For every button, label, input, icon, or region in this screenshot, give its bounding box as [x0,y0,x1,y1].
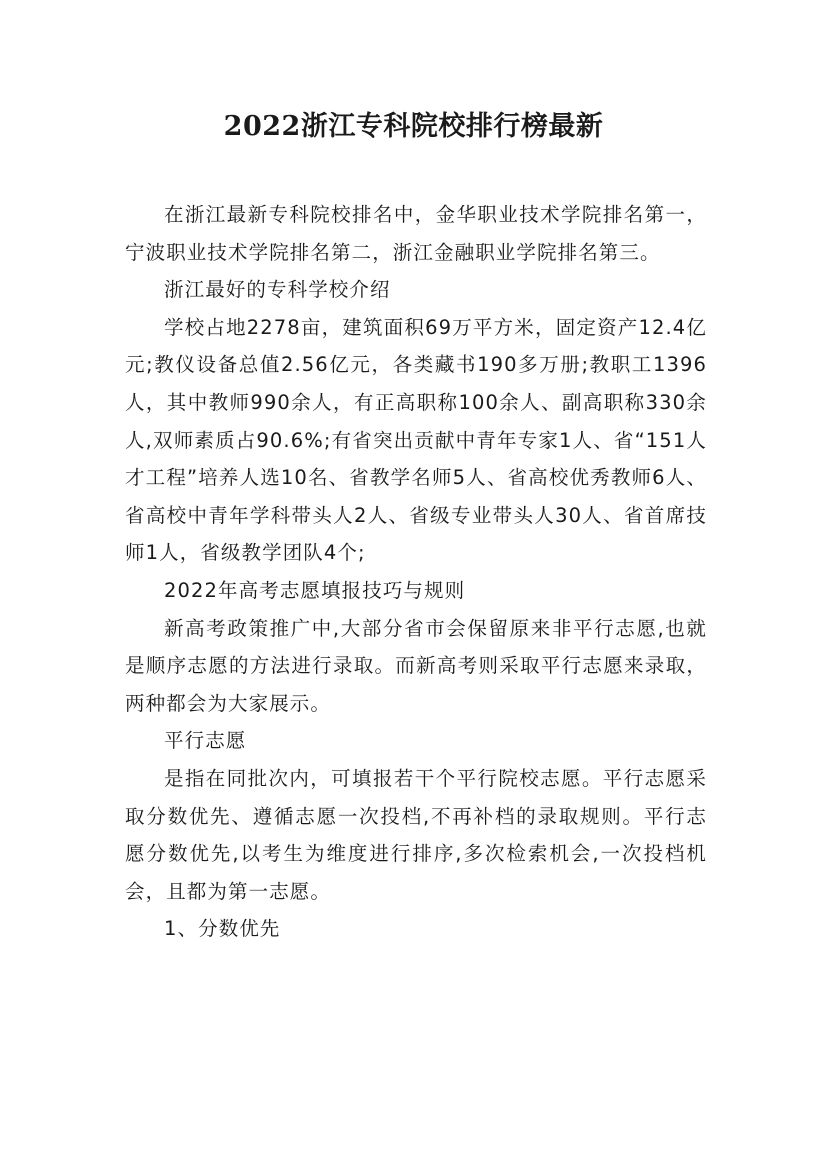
document-title: 2022浙江专科院校排行榜最新 [223,111,604,142]
paragraph-school-details: 学校占地2278亩，建筑面积69万平方米，固定资产12.4亿元;教仪设备总值2.56亿元，各类藏书190多万册;教职工1396人，其中教师990余人，有正高职称100余人、副高职称330余人,双师素质占90.6%;有省突出贡献中青年专家1人、省“151人才工程”培养人选10名、省教学名师5人、省高校优秀教师6人、省高校中青年学科带头人2人、省级专业带头人30人、省首席技师1人，省级教学团队4个; [125,315,707,565]
paragraph-ranking-summary: 在浙江最新专科院校排名中，金华职业技术学院排名第一，宁波职业技术学院排名第二，浙江金融职业学院排名第三。 [125,203,707,264]
paragraph-parallel-heading: 平行志愿 [164,729,247,753]
paragraph-school-intro-heading: 浙江最好的专科学校介绍 [164,278,391,302]
paragraph-application-heading: 2022年高考志愿填报技巧与规则 [164,578,466,602]
document-body [125,196,707,948]
paragraph-new-policy: 新高考政策推广中,大部分省市会保留原来非平行志愿,也就是顺序志愿的方法进行录取。而新高考则采取平行志愿来录取，两种都会为大家展示。 [125,616,707,715]
paragraph-parallel-definition: 是指在同批次内，可填报若干个平行院校志愿。平行志愿采取分数优先、遵循志愿一次投档,不再补档的录取规则。平行志愿分数优先,以考生为维度进行排序,多次检索机会,一次投档机会，且都为第一志愿。 [125,766,707,903]
paragraph-score-priority: 1、分数优先 [164,917,281,941]
